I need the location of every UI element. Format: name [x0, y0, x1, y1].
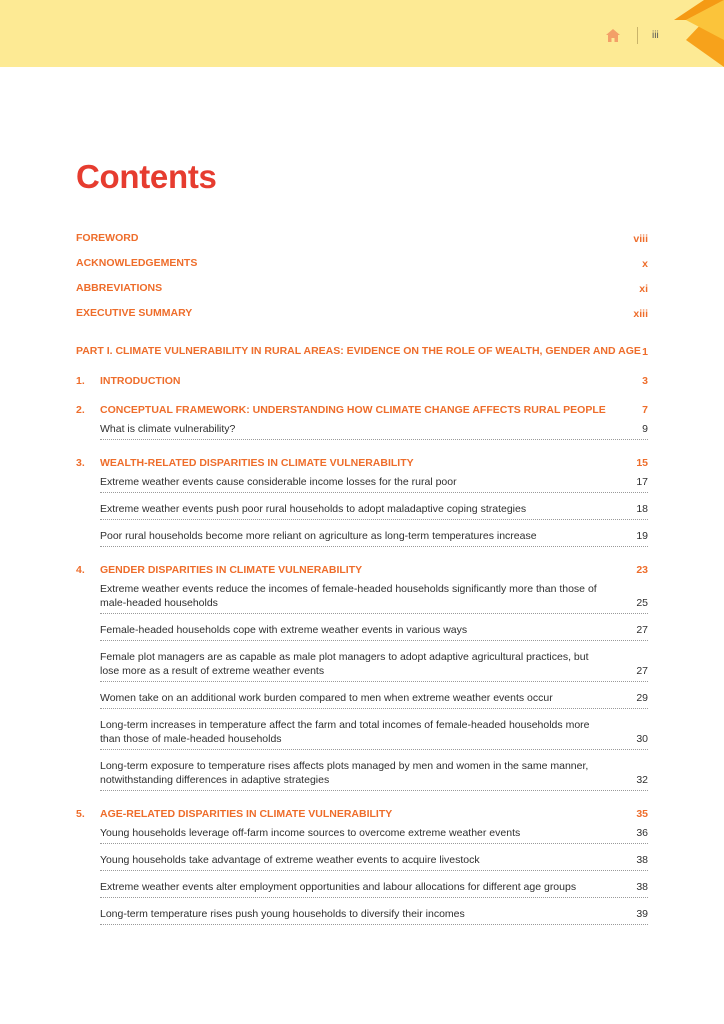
toc-subentry-label: Long-term temperature rises push young households to diversify their incomes [100, 908, 465, 920]
header-divider [637, 27, 638, 44]
toc-entry-page: viii [633, 233, 648, 245]
toc-subentry[interactable] [100, 650, 648, 682]
toc-subentry[interactable] [100, 582, 648, 614]
toc-entry-label: ACKNOWLEDGEMENTS [76, 257, 198, 269]
toc-entry-executive-summary[interactable] [76, 305, 648, 320]
toc-subentry[interactable] [100, 907, 648, 925]
toc-section-number: 1. [76, 375, 85, 387]
toc-section-4[interactable] [76, 561, 648, 576]
toc-subentry[interactable] [100, 529, 648, 547]
toc-subentry-label: Young households leverage off-farm income sources to overcome extreme weather events [100, 827, 521, 839]
toc-subentry[interactable] [100, 475, 648, 493]
toc-subentry-page: 18 [636, 503, 648, 515]
toc-subentry[interactable] [100, 880, 648, 898]
toc-subentry[interactable] [100, 718, 648, 750]
toc-subentry-page: 27 [636, 665, 648, 677]
toc-subentry-page: 39 [636, 908, 648, 920]
toc-subentry-page: 30 [636, 733, 648, 745]
page-title: Contents [76, 158, 217, 195]
toc-subentry[interactable] [100, 759, 648, 791]
chevron-decoration-icon [664, 0, 724, 67]
toc-subentry-page: 32 [636, 774, 648, 786]
toc-entry-page: xiii [633, 308, 648, 320]
toc-subentry-label: Poor rural households become more reliant on agriculture as long-term temperatures increase [100, 530, 537, 542]
toc-section-number: 4. [76, 564, 85, 576]
toc-entry-page: xi [639, 283, 648, 295]
toc-subentry-label: Female-headed households cope with extreme weather events in various ways [100, 624, 468, 636]
page-number: iii [652, 30, 659, 41]
toc-subentry[interactable] [100, 853, 648, 871]
home-icon[interactable] [606, 29, 620, 42]
toc-subentry[interactable] [100, 422, 648, 440]
toc-section-number: 3. [76, 457, 85, 469]
toc-section-5[interactable] [76, 805, 648, 820]
toc-section-page: 35 [636, 808, 648, 820]
toc-subentry-page: 38 [636, 881, 648, 893]
toc-section-label: AGE-RELATED DISPARITIES IN CLIMATE VULNERABILITY [100, 808, 393, 820]
toc-section-3[interactable] [76, 454, 648, 469]
toc-subentry-label: Extreme weather events alter employment opportunities and labour allocations for different age groups [100, 881, 577, 893]
toc-entry-label: EXECUTIVE SUMMARY [76, 307, 193, 319]
toc-section-label: WEALTH-RELATED DISPARITIES IN CLIMATE VULNERABILITY [100, 457, 414, 469]
toc-entry-abbreviations[interactable] [76, 280, 648, 295]
toc-subentry-page: 29 [636, 692, 648, 704]
toc-subentry-label: Female plot managers are as capable as male plot managers to adopt adaptive agricultural practices, but lose more as a result of extreme weather events [100, 651, 589, 677]
toc-subentry-page: 25 [636, 597, 648, 609]
toc-subentry-page: 27 [636, 624, 648, 636]
toc-subentry-label: What is climate vulnerability? [100, 423, 236, 435]
toc-section-page: 7 [642, 404, 648, 416]
toc-entry-page: 1 [642, 346, 648, 358]
toc-entry-label: PART I. CLIMATE VULNERABILITY IN RURAL AREAS: EVIDENCE ON THE ROLE OF WEALTH, GENDER AND AGE [76, 345, 641, 357]
toc-subentry-label: Women take on an additional work burden compared to men when extreme weather events occur [100, 692, 553, 704]
table-of-contents [76, 230, 648, 934]
toc-entry-acknowledgements[interactable] [76, 255, 648, 270]
toc-subentry-page: 36 [636, 827, 648, 839]
toc-subentry[interactable] [100, 691, 648, 709]
toc-subentry-page: 9 [642, 423, 648, 435]
toc-subentry[interactable] [100, 502, 648, 520]
toc-entry-label: FOREWORD [76, 232, 139, 244]
toc-subentry-label: Extreme weather events push poor rural households to adopt maladaptive coping strategies [100, 503, 527, 515]
toc-entry-label: ABBREVIATIONS [76, 282, 163, 294]
toc-subentry-page: 19 [636, 530, 648, 542]
toc-section-page: 23 [636, 564, 648, 576]
toc-entry-page: x [642, 258, 648, 270]
toc-section-label: GENDER DISPARITIES IN CLIMATE VULNERABILITY [100, 564, 363, 576]
toc-subentry-page: 17 [636, 476, 648, 488]
toc-section-page: 15 [636, 457, 648, 469]
toc-section-number: 5. [76, 808, 85, 820]
toc-entry-part-1[interactable] [76, 330, 648, 358]
toc-subentry-label: Long-term increases in temperature affect the farm and total incomes of female-headed households more than those of male-headed households [100, 719, 590, 745]
toc-section-label: INTRODUCTION [100, 375, 181, 387]
toc-subentry-label: Extreme weather events cause considerable income losses for the rural poor [100, 476, 457, 488]
toc-section-label: CONCEPTUAL FRAMEWORK: UNDERSTANDING HOW CLIMATE CHANGE AFFECTS RURAL PEOPLE [100, 404, 606, 416]
toc-section-2[interactable] [76, 401, 648, 416]
toc-subentry-page: 38 [636, 854, 648, 866]
toc-subentry-label: Long-term exposure to temperature rises affects plots managed by men and women in the same manner, notwithstanding differences in adaptive strategies [100, 760, 589, 786]
toc-section-1[interactable] [76, 372, 648, 387]
toc-entry-foreword[interactable] [76, 230, 648, 245]
toc-section-page: 3 [642, 375, 648, 387]
toc-section-number: 2. [76, 404, 85, 416]
toc-subentry-label: Extreme weather events reduce the incomes of female-headed households significantly more than those of male-headed households [100, 583, 597, 609]
toc-subentry-label: Young households take advantage of extreme weather events to acquire livestock [100, 854, 480, 866]
toc-subentry[interactable] [100, 826, 648, 844]
toc-subentry[interactable] [100, 623, 648, 641]
